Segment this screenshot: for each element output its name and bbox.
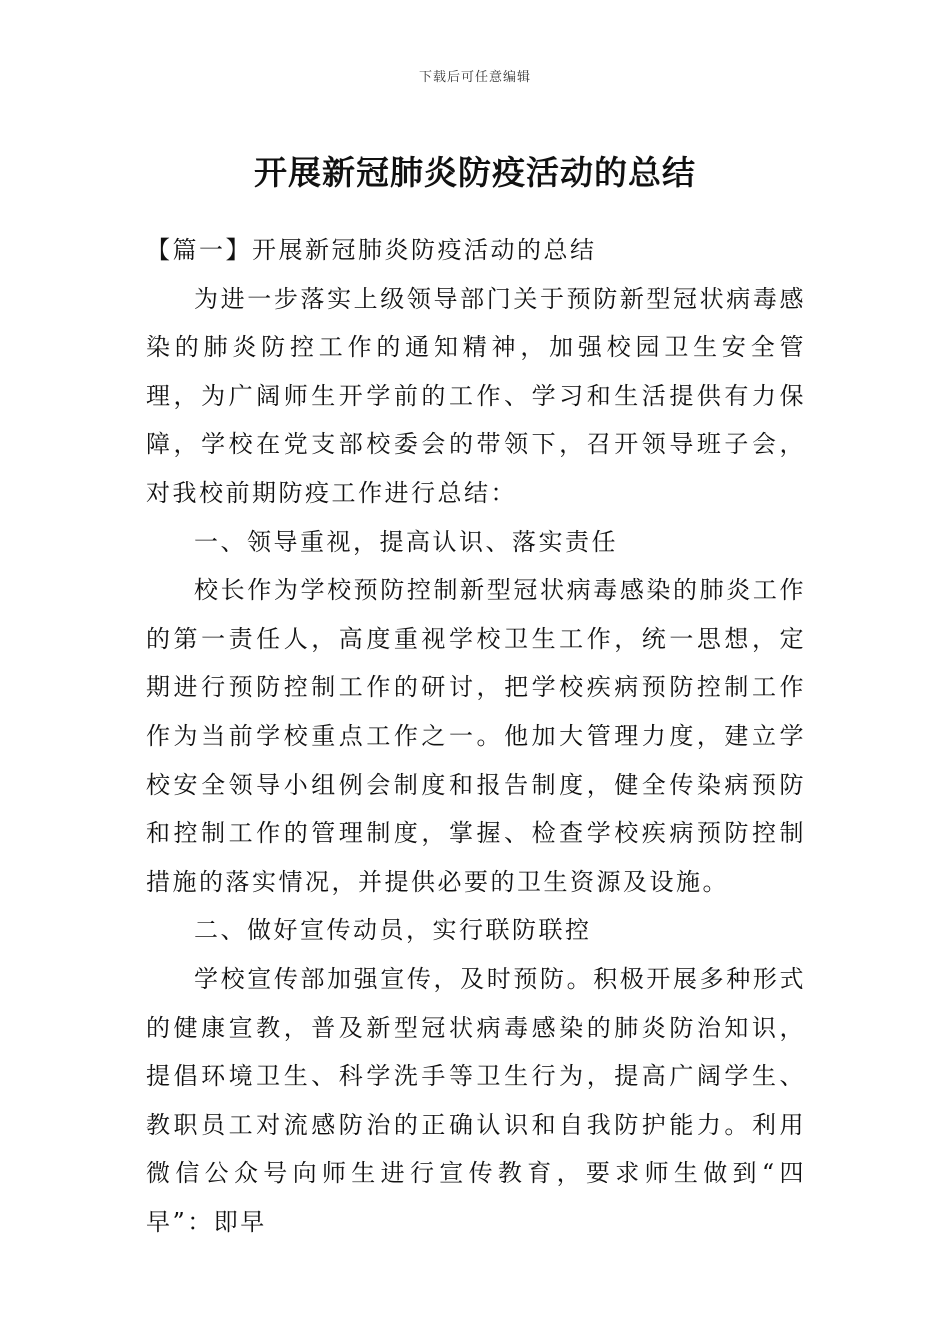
section-heading: 【篇一】开展新冠肺炎防疫活动的总结 (146, 236, 597, 264)
document-body (146, 226, 806, 1246)
document-title: 开展新冠肺炎防疫活动的总结 (254, 153, 696, 193)
header-note: 下载后可任意编辑 (418, 70, 531, 85)
body-paragraph-one: 校长作为学校预防控制新型冠状病毒感染的肺炎工作的第一责任人，高度重视学校卫生工作，统一思想，定期进行预防控制工作的研讨，把学校疾病预防控制工作作为当前学校重点工作之一。他加大管理力度，建立学校安全领导小组例会制度和报告制度，健全传染病预防和控制工作的管理制度，掌握、检查学校疾病预防控制措施的落实情况，并提供必要的卫生资源及设施。 (146, 576, 806, 896)
body-paragraph-two: 学校宣传部加强宣传，及时预防。积极开展多种形式的健康宣教，普及新型冠状病毒感染的肺炎防治知识，提倡环境卫生、科学洗手等卫生行为，提高广阔学生、教职员工对流感防治的正确认识和自我防护能力。利用微信公众号向师生进行宣传教育，要求师生做到“四早”：即早 (146, 964, 806, 1236)
subheading-two: 二、做好宣传动员，实行联防联控 (194, 916, 592, 945)
intro-paragraph: 为进一步落实上级领导部门关于预防新型冠状病毒感染的肺炎防控工作的通知精神，加强校园卫生安全管理，为广阔师生开学前的工作、学习和生活提供有力保障，学校在党支部校委会的带领下，召开领导班子会，对我校前期防疫工作进行总结： (146, 284, 806, 507)
subheading-one: 一、领导重视，提高认识、落实责任 (194, 527, 618, 556)
